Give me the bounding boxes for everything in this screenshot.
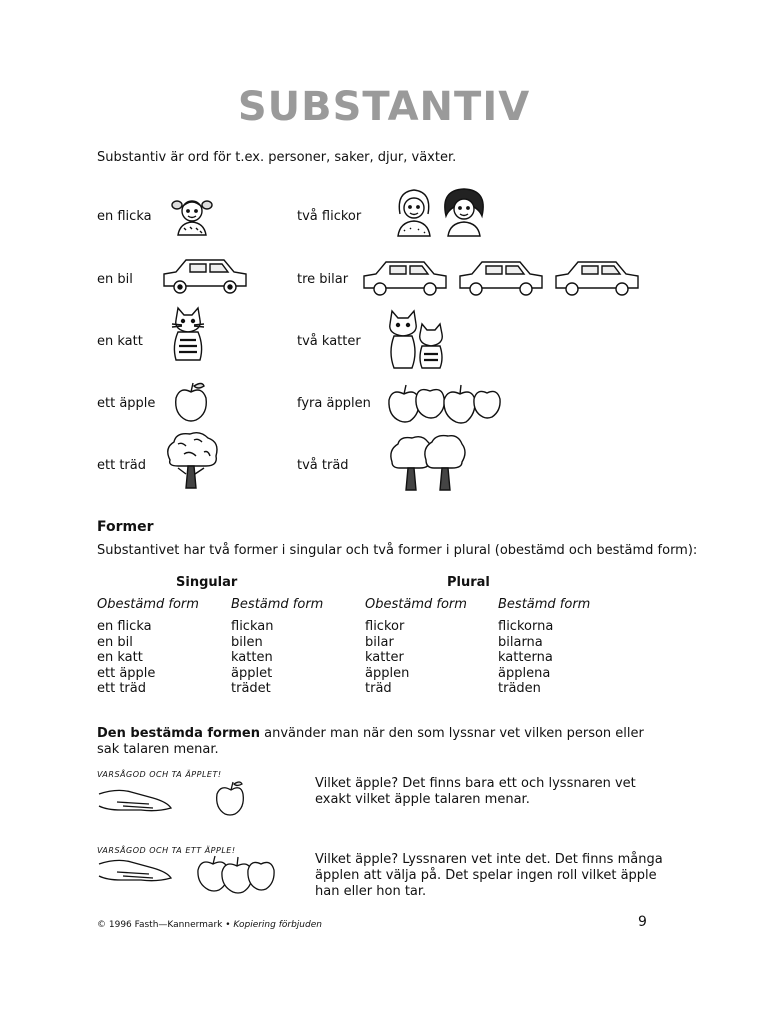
speech-caption: VARSÅGOD OCH TA ETT ÄPPLE! bbox=[97, 846, 236, 855]
car-icon bbox=[160, 256, 250, 296]
singular-definite-column bbox=[231, 619, 273, 697]
example-singular: en katt bbox=[97, 334, 143, 349]
girl-icon bbox=[170, 193, 214, 237]
two-trees-icon bbox=[390, 432, 466, 492]
table-cell: katterna bbox=[498, 650, 553, 666]
table-cell: träd bbox=[365, 681, 392, 697]
forms-description: Substantivet har två former i singular och två former i plural (obestämd och bestämd form): bbox=[97, 543, 698, 558]
example-singular: ett äpple bbox=[97, 396, 156, 411]
table-cell: bilarna bbox=[498, 634, 543, 650]
intro-text: Substantiv är ord för t.ex. personer, saker, djur, växter. bbox=[97, 150, 457, 165]
example-singular: en flicka bbox=[97, 209, 152, 224]
singular-heading: Singular bbox=[176, 575, 238, 590]
plural-indefinite-column bbox=[365, 619, 409, 697]
illustration-text: Vilket äpple? Lyssnaren vet inte det. Det finns många äpplen att välja på. Det spelar ingen roll vilket äpple han eller hon tar. bbox=[315, 852, 663, 899]
page-number: 9 bbox=[638, 914, 647, 930]
table-cell: ett äpple bbox=[97, 665, 156, 681]
copyright-text: © 1996 Fasth—Kannermark • bbox=[97, 920, 234, 930]
tree-icon bbox=[164, 430, 220, 490]
example-plural: tre bilar bbox=[297, 272, 349, 287]
table-cell: en bil bbox=[97, 634, 133, 650]
example-plural: två katter bbox=[297, 334, 361, 349]
table-cell: flickan bbox=[231, 619, 274, 634]
table-cell: bilen bbox=[231, 634, 263, 650]
hand-offering-apples-icon bbox=[97, 852, 281, 898]
example-plural: två flickor bbox=[297, 209, 362, 224]
example-singular: ett träd bbox=[97, 458, 146, 473]
two-girls-icon bbox=[392, 186, 490, 238]
example-plural: två träd bbox=[297, 458, 349, 473]
table-cell: träden bbox=[498, 681, 541, 697]
singular-indefinite-column bbox=[97, 619, 155, 697]
table-cell: en katt bbox=[97, 650, 143, 666]
table-cell: katten bbox=[231, 650, 273, 666]
copy-notice: Kopiering förbjuden bbox=[233, 920, 322, 930]
illustration-text: Vilket äpple? Det finns bara ett och lyssnaren vet exakt vilket äpple talaren menar. bbox=[315, 776, 636, 807]
table-cell: bilar bbox=[365, 634, 394, 650]
footer-copyright bbox=[97, 920, 322, 930]
plural-heading: Plural bbox=[447, 575, 490, 590]
table-cell: ett träd bbox=[97, 681, 146, 697]
column-header: Bestämd form bbox=[498, 597, 591, 612]
example-singular: en bil bbox=[97, 272, 133, 287]
table-cell: en flicka bbox=[97, 619, 152, 634]
column-header: Obestämd form bbox=[365, 597, 467, 612]
table-cell: flickor bbox=[365, 619, 405, 634]
forms-heading: Former bbox=[97, 519, 154, 535]
table-cell: äpplena bbox=[498, 665, 551, 681]
definite-form-paragraph bbox=[97, 726, 657, 758]
example-plural: fyra äpplen bbox=[297, 396, 371, 411]
column-header: Bestämd form bbox=[231, 597, 324, 612]
definite-form-text: använder man när den som lyssnar vet vilken person eller sak talaren menar. bbox=[97, 726, 644, 757]
hand-offering-apple-icon bbox=[97, 778, 261, 826]
three-cars-icon bbox=[360, 258, 640, 298]
table-cell: äpplet bbox=[231, 665, 273, 681]
two-cats-icon bbox=[384, 308, 450, 370]
column-header: Obestämd form bbox=[97, 597, 199, 612]
definite-form-term: Den bestämda formen bbox=[97, 726, 261, 741]
table-cell: flickorna bbox=[498, 619, 554, 634]
cat-icon bbox=[166, 306, 210, 362]
plural-definite-column bbox=[498, 619, 553, 697]
table-cell: trädet bbox=[231, 681, 271, 697]
four-apples-icon bbox=[386, 382, 504, 424]
speech-caption: VARSÅGOD OCH TA ÄPPLET! bbox=[97, 770, 222, 779]
table-cell: katter bbox=[365, 650, 404, 666]
page-title: SUBSTANTIV bbox=[237, 84, 531, 130]
table-cell: äpplen bbox=[365, 665, 410, 681]
apple-icon bbox=[172, 380, 210, 424]
